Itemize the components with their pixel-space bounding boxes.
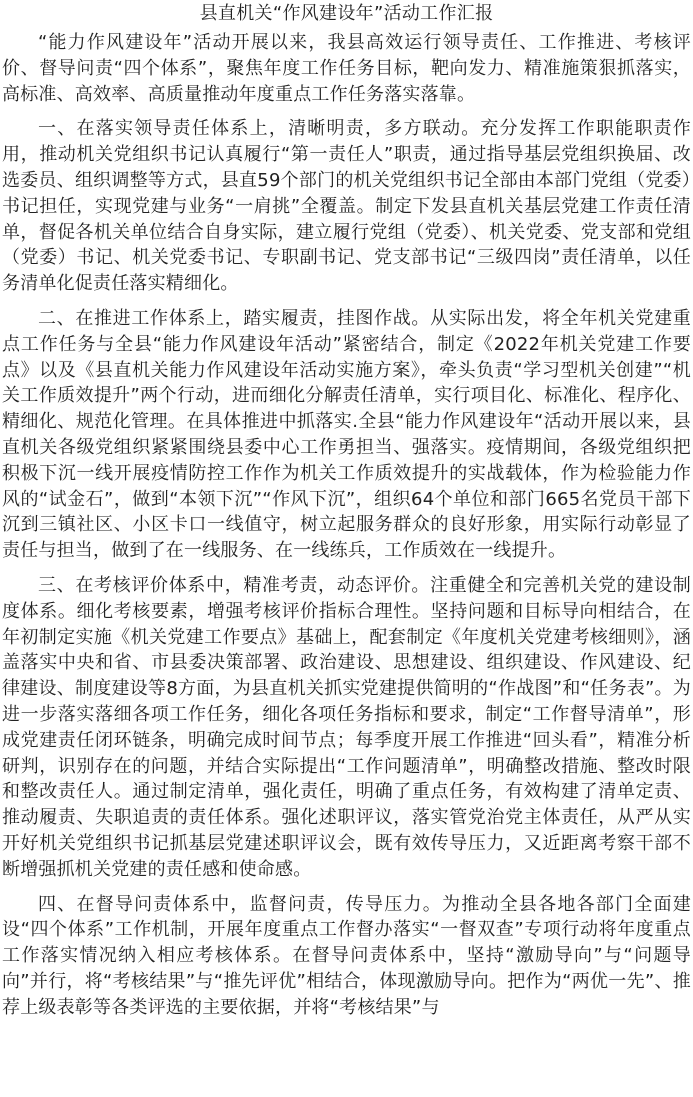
paragraph-section-2: 二、在推进工作体系上，踏实履责，挂图作战。从实际出发，将全年机关党建重点工作任务与全县“能力作风建设年活动”紧密结合，制定《2022年机关党建工作要点》以及《县直机关能力作风建设年活动实施方案》，牵头负责“学习型机关创建”“机关工作质效提升”两个行动，进而细化分解责任清单，实行项目化、标准化、程序化、精细化、规范化管理。在具体推进中抓落实.全县“能力作风建设年“活动开展以来，县直机关各级党组织紧紧围绕县委中心工作勇担当、强落实。疫情期间，各级党组织把积极下沉一线开展疫情防控工作作为机关工作质效提升的实战载体，作为检验能力作风的“试金石”，做到“本领下沉”“作风下沉”，组织64个单位和部门665名党员干部下沉到三镇社区、小区卡口一线值守，树立起服务群众的良好形象，用实际行动彰显了责任与担当，做到了在一线服务、在一线练兵，工作质效在一线提升。 (2, 307, 691, 562)
paragraph-section-4: 四、在督导问责体系中，监督问责，传导压力。为推动全县各地各部门全面建设“四个体系”工作机制，开展年度重点工作督办落实“一督双查”专项行动将年度重点工作落实情况纳入相应考核体系。在督导问责体系中，坚持“激励导向”与“问题导向”并行，将“考核结果”与“推先评优”相结合，体现激励导向。把作为“两优一先”、推荐上级表彰等各类评选的主要依据，并将“考核结果”与 (2, 893, 691, 1018)
paragraph-section-1: 一、在落实领导责任体系上，清晰明责，多方联动。充分发挥工作职能职责作用，推动机关党组织书记认真履行“第一责任人”职责，通过指导基层党组织换届、改选委员、组织调整等方式，县直59个部门的机关党组织书记全部由本部门党组（党委）书记担任，实现党建与业务“一肩挑”全覆盖。制定下发县直机关基层党建工作责任清单，督促各机关单位结合自身实际，建立履行党组（党委）、机关党委、党支部和党组（党委）书记、机关党委书记、专职副书记、党支部书记“三级四岗”责任清单，以任务清单化促责任落实精细化。 (2, 118, 691, 295)
paragraph-intro: “能力作风建设年”活动开展以来，我县高效运行领导责任、工作推进、考核评价、督导问责“四个体系”，聚焦年度工作任务目标，靶向发力、精准施策狠抓落实，高标准、高效率、高质量推动年度重点工作任务落实落靠。 (2, 32, 691, 105)
document-title: 县直机关“作风建设年”活动工作汇报 (199, 3, 494, 24)
paragraph-section-3: 三、在考核评价体系中，精准考责，动态评价。注重健全和完善机关党的建设制度体系。细化考核要素，增强考核评价指标合理性。坚持问题和目标导向相结合，在年初制定实施《机关党建工作要点》基础上，配套制定《年度机关党建考核细则》，涵盖落实中央和省、市县委决策部署、政治建设、思想建设、组织建设、作风建设、纪律建设、制度建设等8方面，为县直机关抓实党建提供简明的“作战图”和“任务表”。为进一步落实落细各项工作任务，细化各项任务指标和要求，制定“工作督导清单”，形成党建责任闭环链条，明确完成时间节点；每季度开展工作推进“回头看”，精准分析研判，识别存在的问题，并结合实际提出“工作问题清单”，明确整改措施、整改时限和整改责任人。通过制定清单，强化责任，明确了重点任务，有效构建了清单定责、推动履责、失职追责的责任体系。强化述职评议，落实管党治党主体责任，从严从实开好机关党组织书记抓基层党建述职评议会，既有效传导压力，又近距离考察干部不断增强抓机关党建的责任感和使命感。 (2, 574, 691, 880)
